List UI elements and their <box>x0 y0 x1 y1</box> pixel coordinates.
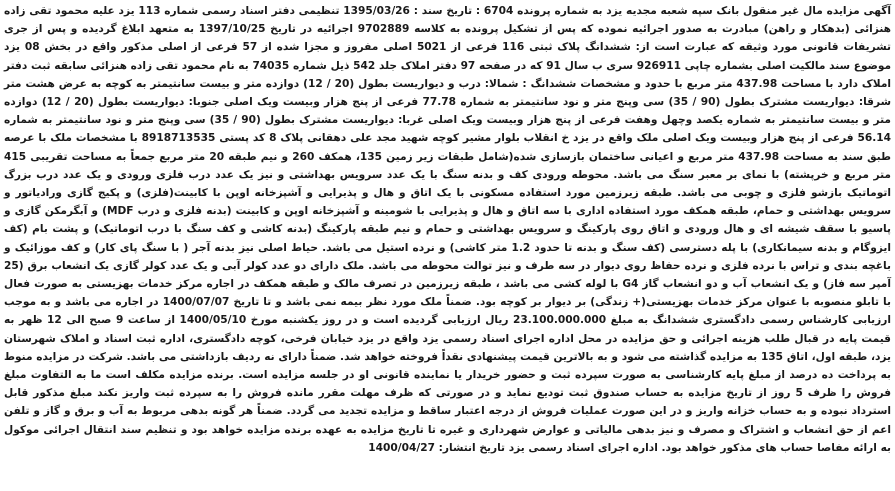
auction-notice-text: آگهی مزایده مال غیر منقول بانک سپه شعبه مجدیه یزد به شماره پرونده 6704 : تاریخ سند : 1395/03/26 تنظیمی دفتر اسناد رسمی شماره 113 یزد علیه محمود تقی زاده هنزائی (بدهکار و راهن) مبادرت به صدور اجرائیه نموده که پس از تشکیل پرونده به کلاسه 9702889 اجرائیه در تاریخ 1397/10/25 به متعهد ابلاغ گردیده و پس از جری تشریفات قانونی مورد وثیقه که عبارت است از: ششدانگ پلاک ثبتی 116 فرعی از 5021 اصلی مفروز و مجزا شده از 57 فرعی از اصلی مذکور واقع در بخش 08 یزد موضوع سند مالکیت اصلی بشماره چاپی 926911 سری ب سال 91 که در صفحه 97 دفتر املاک جلد 542 ذیل شماره 74035 به نام محمود تقی زاده هنزائی سابقه ثبت دفتر املاک دارد با مساحت 437.98 متر مربع با حدود و مشخصات ششدانگ : شمالا: درب و دیواریست بطول (20 / 12) دوازده متر و بیست سانتیمتر به کوچه به عرض هشت متر شرقا: دیواریست مشترک بطول (90 / 35) سی وپنج متر و نود سانتیمتر به شماره 77.78 فرعی از پنج هزار وبیست ویک اصلی جنوبا: دیواریست بطول (20 / 12) دوازده متر و بیست سانتیمتر به شماره یکصد وچهل وهفت فرعی از پنج هزار وبیست ویک اصلی غربا: دیواریست مشترک بطول (90 / 35) سی وپنج متر و نود سانتیمتر به شماره 56.14 فرعی از پنج هزار وبیست ویک اصلی ملک واقع در یزد خ انقلاب بلوار مشیر کوچه شهید مجد علی دهقانی پلاک 8 کد پستی 8918713535 با مشخصات ملک با عرصه طبق سند به مساحت 437.98 متر مربع و اعیانی ساختمان بازسازی شده(شامل طبقات زیر زمین 135، همکف 260 و نیم طبقه 20 متر مربع جمعاً به مساحت تقریبی 415 متر مربع و خرپشته) با نمای بر معبر سنگ می باشد. محوطه ورودی کف و بدنه سنگ با یک عدد سرویس بهداشتی و نیز یک عدد درب فلزی ورودی و یک عدد درب بزرگ اتوماتیک بازشو فلزی و چوبی می باشد. طبقه زیرزمین مورد استفاده مسکونی با یک اتاق و هال و پذیرایی و آشپزخانه اوپن با کابینت(فلزی) و پکیج گازی ورادیاتور و سرویس بهداشتی و حمام، طبقه همکف مورد استفاده اداری با سه اتاق و هال و پذیرایی با شومینه و آشپزخانه اوپن و کابینت (بدنه فلزی و درب MDF) و آبگرمکن گازی و پاسیو با سقف شیشه ای و هال ورودی و اتاق روی پارکینگ و سرویس بهداشتی و حمام و نیم طبقه پارکینگ (بدنه کاشی و کف سنگ با درب اتوماتیک) و پشت بام (کف ایزوگام و بدنه سیمانکاری) با پله دسترسی (کف سنگ و بدنه تا حدود 1.2 متر کاشی) و نرده استیل می باشد. حیاط اصلی نیز بدنه آجر ( با سنگ پای کار) و کف موزائیک و باغچه بندی و تراس با نرده فلزی و نرده حفاظ روی دیوار در سه طرف و نیز توالت محوطه می باشد. ملک دارای دو عدد کولر آبی و یک عدد کولر گازی یک انشعاب برق (25 آمپر سه فاز) و یک انشعاب آب و دو انشعاب گاز G4 با لوله کشی می باشد ، طبقه زیرزمین در تصرف مالک و طبقه همکف در اجاره مرکز خدمات بهزیستی به صورت فعال با تابلو منصوبه با عنوان مرکز خدمات بهزیستی(+ زندگی) بر دیوار بر کوچه بود. ضمناً ملک مورد نظر بیمه نمی باشد و تا تاریخ 1400/07/07 در اجاره می باشد و به موجب ارزیابی کارشناس رسمی دادگستری ششدانگ به مبلغ 23.100.000.000 ریال ارزیابی گردیده است و در روز یکشنبه مورخ 1400/05/10 از ساعت 9 صبح الی 12 ظهر به قیمت پایه در قبال طلب هزینه اجرائی و حق مزایده در محل اداره اجرای اسناد رسمی یزد واقع در یزد خیابان فرخی، کوچه دادگستری، اداره ثبت اسناد و املاک شهرستان یزد، طبقه اول، اتاق 135 به مزایده گذاشته می شود و به بالاترین قیمت پیشنهادی نقداً فروخته خواهد شد. ضمناً دارای نه ردیف بازداشتی می باشد. شرکت در مزایده منوط به پرداخت ده درصد از مبلغ پایه کارشناسی به صورت سپرده ثبت و حضور خریدار یا نماینده قانونی او در جلسه مزایده است. برنده مزایده مکلف است ما به التفاوت مبلغ فروش را ظرف 5 روز از تاریخ مزایده به حساب صندوق ثبت تودیع نماید و در صورتی که ظرف مهلت مقرر مانده فروش را به سپرده ثبت واریز نکند مبلغ مذکور قابل استرداد نبوده و به حساب خزانه واریز و در این صورت عملیات فروش از درجه اعتبار ساقط و مزایده تجدید می گردد. ضمناً هر گونه بدهی مربوط به آب و برق و گاز و تلفن اعم از حق انشعاب و اشتراک و مصرف و نیز بدهی مالیاتی و عوارض شهرداری و غیره تا تاریخ مزایده به عهده برنده مزایده خواهد بود و تنظیم سند انتقال اجرائی موکول به ارائه مفاصا حساب های مذکور خواهد بود. اداره اجرای اسناد رسمی یزد تاریخ انتشار: 1400/04/27 <box>4 5 892 454</box>
